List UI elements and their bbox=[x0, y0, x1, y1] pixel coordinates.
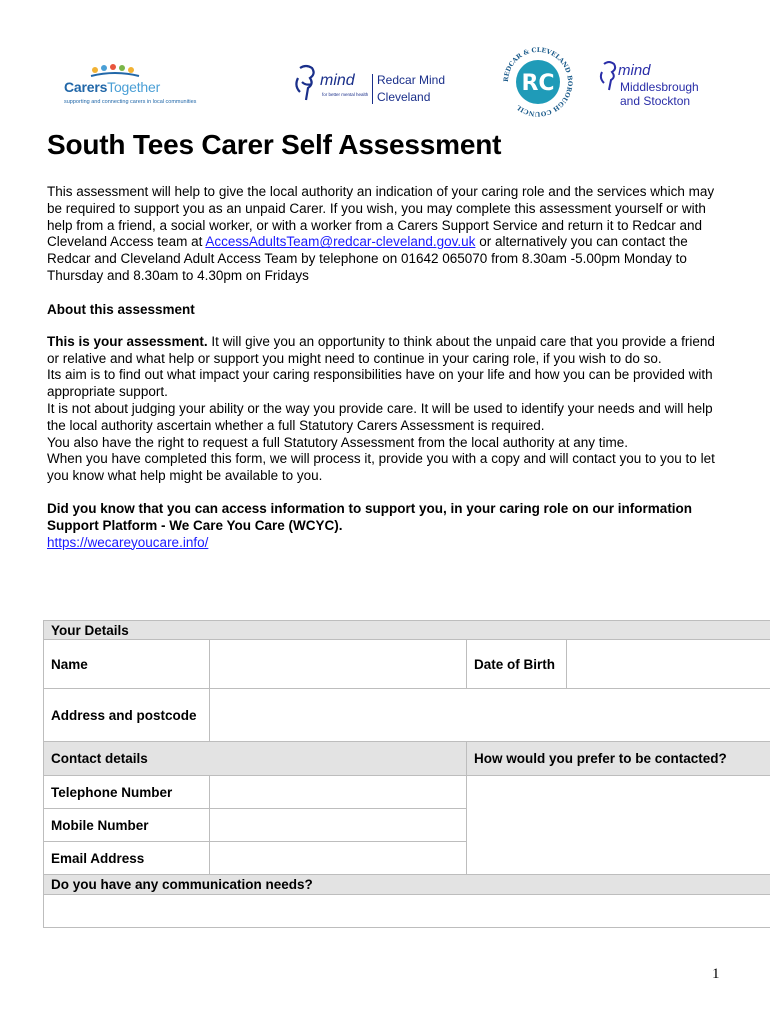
mind-tagline: for better mental health bbox=[322, 92, 369, 97]
address-field[interactable] bbox=[210, 689, 770, 742]
page-title: South Tees Carer Self Assessment bbox=[47, 129, 502, 160]
mobile-label: Mobile Number bbox=[44, 809, 210, 842]
access-team-email-link[interactable]: AccessAdultsTeam@redcar-cleveland.gov.uk bbox=[205, 234, 476, 250]
council-logo bbox=[500, 44, 576, 120]
people-icon bbox=[90, 64, 140, 78]
about-right: You also have the right to request a full Statutory Assessment from the local authority at any time. bbox=[47, 434, 629, 450]
carers-together-tagline: supporting and connecting carers in local communities bbox=[64, 99, 197, 105]
about-aim: Its aim is to find out what impact your caring responsibilities have on your life and how you can be provided with appropriate support. bbox=[47, 367, 713, 400]
communication-needs-header: Do you have any communication needs? bbox=[44, 875, 770, 895]
address-label: Address and postcode bbox=[44, 689, 210, 742]
about-lead: This is your assessment. It will give you an opportunity to think about the unpaid care that you provide a friend or relative and what help or support you might need to continue in your caring role, if you wish to do so. bbox=[47, 333, 715, 366]
your-details-table bbox=[43, 620, 770, 928]
dob-field[interactable] bbox=[567, 640, 770, 689]
dob-label: Date of Birth bbox=[467, 640, 567, 689]
mind-brand: mind bbox=[320, 72, 355, 89]
wcyc-section bbox=[47, 501, 727, 551]
logo-strip bbox=[0, 0, 770, 118]
mind-redcar-line2: Cleveland bbox=[377, 90, 431, 104]
mind-redcar-logo bbox=[292, 64, 462, 108]
intro-paragraph: This assessment will help to give the local authority an indication of your caring role and the services which may be required to support you as an unpaid Carer. If you wish, you may complete this assessment yourself or with help from a friend, a social worker, or with a worker from a Carers Support Service and return it to Redcar and Cleveland Access team at AccessAdultsTeam@redcar-cleveland.gov.uk or alternatively you can contact the Redcar and Cleveland Adult Access Team by telephone on 01642 065070 from 8.30am -5.00pm Monday to Thursday and 8.30am to 4.30pm on Fridays bbox=[47, 184, 715, 283]
about-section bbox=[47, 334, 727, 485]
your-details-header: Your Details bbox=[44, 621, 770, 640]
wcyc-text: Did you know that you can access information to support you, in your caring role on our information Support Platform - We Care You Care (WCYC). bbox=[47, 500, 693, 533]
prefer-contact-header: How would you prefer to be contacted? bbox=[467, 742, 770, 776]
mind-middlesbrough-logo bbox=[598, 60, 728, 110]
communication-needs-field[interactable] bbox=[44, 895, 770, 928]
about-heading: About this assessment bbox=[47, 301, 195, 317]
about-not-judging: It is not about judging your ability or the way you provide care. It will be used to identify your needs and will help the local authority ascertain whether a full Statutory Carers Assessment is required. bbox=[47, 400, 713, 433]
email-field[interactable] bbox=[210, 842, 467, 875]
email-label: Email Address bbox=[44, 842, 210, 875]
mind-middlesbrough-line1: Middlesbrough bbox=[620, 80, 699, 94]
page-number: 1 bbox=[712, 966, 720, 982]
mobile-field[interactable] bbox=[210, 809, 467, 842]
mind-brand-2: mind bbox=[618, 62, 651, 79]
mind-redcar-line1: Redcar Mind bbox=[377, 73, 446, 87]
carers-together-name: CarersTogether bbox=[64, 79, 161, 95]
name-field[interactable] bbox=[210, 640, 467, 689]
carers-together-logo bbox=[62, 64, 232, 108]
mind-figure-icon-2 bbox=[598, 60, 620, 94]
telephone-label: Telephone Number bbox=[44, 776, 210, 809]
wcyc-link[interactable]: https://wecareyoucare.info/ bbox=[47, 534, 209, 550]
document-body bbox=[47, 128, 727, 551]
name-label: Name bbox=[44, 640, 210, 689]
contact-details-header: Contact details bbox=[44, 742, 467, 776]
mind-figure-icon bbox=[292, 64, 320, 104]
logo-divider bbox=[372, 74, 373, 104]
telephone-field[interactable] bbox=[210, 776, 467, 809]
prefer-contact-field[interactable] bbox=[467, 776, 770, 875]
about-completed: When you have completed this form, we will process it, provide you with a copy and will contact you to you to let you know what help might be available to you. bbox=[47, 451, 715, 484]
council-seal-icon bbox=[500, 44, 576, 120]
svg-text:REDCAR & CLEVELAND BOROUGH COU: REDCAR & CLEVELAND BOROUGH COUNCIL bbox=[502, 46, 574, 118]
svg-text:RC: RC bbox=[521, 71, 555, 96]
mind-middlesbrough-line2: and Stockton bbox=[620, 94, 691, 108]
